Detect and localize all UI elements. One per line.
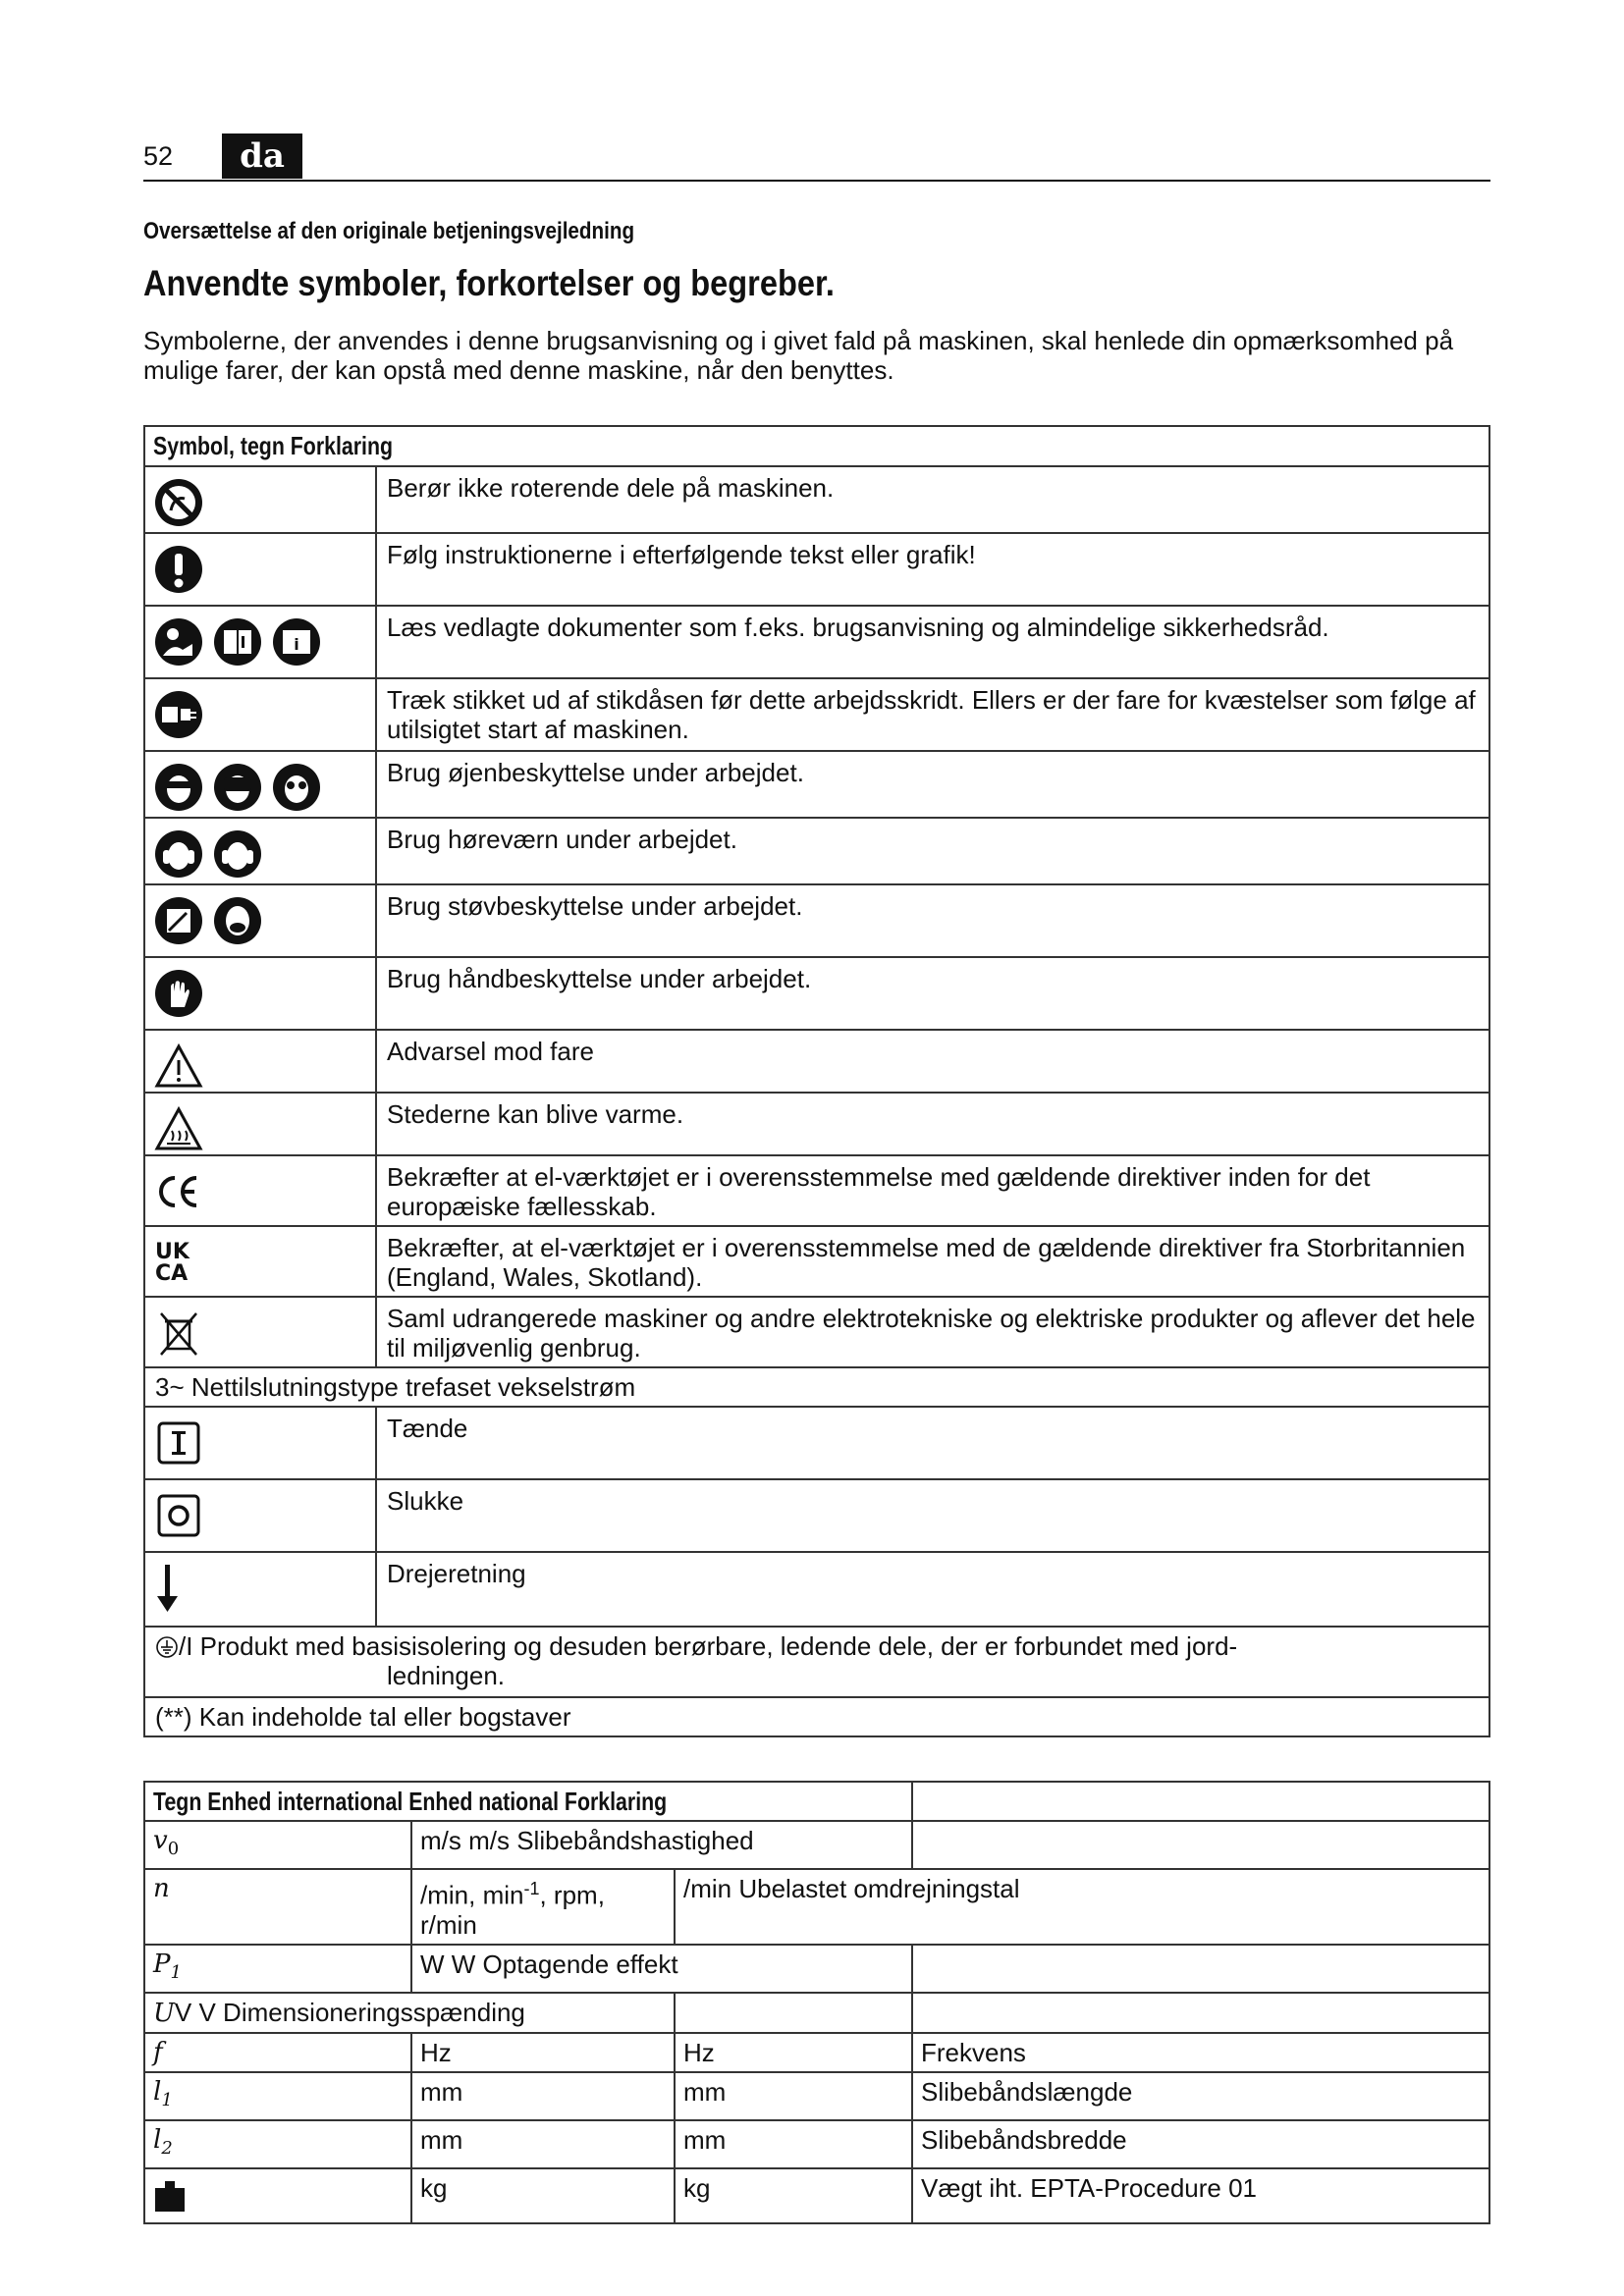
eye-protection-icon	[153, 762, 204, 813]
rotation-arrow-icon	[153, 1563, 204, 1614]
table-row	[144, 818, 1489, 884]
document-subtitle: Oversættelse af den originale betjeningsvejledning	[143, 218, 635, 244]
weight-icon	[153, 2179, 187, 2213]
symbol-explanation: Brug øjenbeskyttelse under arbejdet.	[376, 751, 1489, 818]
table-row	[144, 1030, 1489, 1093]
unit-national: mm	[675, 2120, 912, 2168]
unit-merged-cell: /min Ubelastet omdrejningstal	[675, 1869, 1489, 1945]
read-manual-icon	[153, 616, 204, 667]
unit-merged-cell: W W Optagende effekt	[411, 1945, 912, 1993]
unit-symbol	[144, 2168, 411, 2223]
symbol-explanation: Slukke	[376, 1479, 1489, 1552]
table-row	[144, 1869, 1489, 1945]
symbol-explanation: Brug høreværn under arbejdet.	[376, 818, 1489, 884]
exclamation-icon	[153, 544, 204, 595]
symbol-explanation: Berør ikke roterende dele på maskinen.	[376, 466, 1489, 533]
dust-protection-icon	[153, 895, 204, 946]
svg-text:CA: CA	[155, 1261, 189, 1286]
table-row	[144, 533, 1489, 606]
three-phase-row: 3~ Nettilslutningstype trefaset vekselstrøm	[144, 1367, 1489, 1407]
unit-national: kg	[675, 2168, 912, 2223]
symbol-explanation: Træk stikket ud af stikdåsen før dette arbejdsskridt. Ellers er der fare for kvæstelser som følge af utilsigtet start af maskinen.	[376, 678, 1489, 751]
unit-international: mm	[411, 2120, 675, 2168]
table-row	[144, 2120, 1489, 2168]
unit-explanation: Vægt iht. EPTA-Procedure 01	[912, 2168, 1489, 2223]
table-row	[144, 606, 1489, 678]
symbol-explanation: Følg instruktionerne i efterfølgende tekst eller grafik!	[376, 533, 1489, 606]
manual-book-icon	[212, 616, 263, 667]
unit-international: kg	[411, 2168, 675, 2223]
goggles-icon	[271, 762, 322, 813]
symbol-explanation: Stederne kan blive varme.	[376, 1093, 1489, 1155]
table-row	[144, 678, 1489, 751]
symbol-explanation: Bekræfter, at el-værktøjet er i overensstemmelse med de gældende direktiver fra Storbritannien (England, Wales, Skotland).	[376, 1226, 1489, 1297]
symbol-explanation: Advarsel mod fare	[376, 1030, 1489, 1093]
unit-international: /min, $\min^{-1}$, rpm, r/min	[411, 1869, 675, 1945]
table-row	[144, 1093, 1489, 1155]
table-row	[144, 957, 1489, 1030]
table-row	[144, 884, 1489, 957]
unit-explanation: Frekvens	[912, 2033, 1489, 2072]
unit-symbol: f	[144, 2033, 411, 2072]
symbol-explanation: Brug håndbeskyttelse under arbejdet.	[376, 957, 1489, 1030]
symbol-explanation: Bekræfter at el-værktøjet er i overensstemmelse med gældende direktiver inden for det europæiske fællesskab.	[376, 1155, 1489, 1226]
svg-text:i: i	[294, 635, 299, 654]
intro-paragraph: Symbolerne, der anvendes i denne brugsanvisning og i givet fald på maskinen, skal henlede din opmærksomhed på mulige farer, der kan opstå med denne maskine, når den benyttes.	[143, 326, 1454, 385]
units-table-header: Tegn Enhed international Enhed national Forklaring	[144, 1782, 912, 1821]
unit-symbol: $l_2$	[144, 2120, 411, 2168]
symbol-explanation: Brug støvbeskyttelse under arbejdet.	[376, 884, 1489, 957]
table-row	[144, 1226, 1489, 1297]
power-on-icon	[153, 1417, 204, 1468]
unit-symbol: $l_1$	[144, 2072, 411, 2120]
unit-international: mm	[411, 2072, 675, 2120]
table-row	[144, 1552, 1489, 1627]
face-shield-icon	[212, 762, 263, 813]
unit-symbol: n	[144, 1869, 411, 1945]
unit-international: Hz	[411, 2033, 675, 2072]
table-row	[144, 2033, 1489, 2072]
symbol-explanation: Tænde	[376, 1407, 1489, 1479]
table-row	[144, 1367, 1489, 1407]
unit-explanation: Slibebåndsbredde	[912, 2120, 1489, 2168]
table-row	[144, 1297, 1489, 1367]
table-row	[144, 1697, 1489, 1736]
ear-protection-icon	[153, 828, 204, 880]
unit-national: mm	[675, 2072, 912, 2120]
unit-national: Hz	[675, 2033, 912, 2072]
symbol-table-header: Symbol, tegn Forklaring	[144, 426, 1489, 466]
table-row	[144, 1993, 1489, 2033]
footnote-row: (**) Kan indeholde tal eller bogstaver	[144, 1697, 1489, 1736]
ce-mark-icon	[153, 1166, 204, 1217]
unit-symbol: $P_1$	[144, 1945, 411, 1993]
table-row	[144, 1821, 1489, 1869]
hot-surface-icon	[153, 1103, 204, 1154]
ear-muff-icon	[212, 828, 263, 880]
power-off-icon	[153, 1490, 204, 1541]
symbol-explanation: Drejeretning	[376, 1552, 1489, 1627]
language-badge: da	[222, 133, 302, 179]
table-row	[144, 2168, 1489, 2223]
symbol-table	[143, 425, 1490, 1737]
table-row	[144, 1627, 1489, 1697]
manual-info-icon	[271, 616, 322, 667]
symbol-explanation: Læs vedlagte dokumenter som f.eks. brugsanvisning og almindelige sikkerhedsråd.	[376, 606, 1489, 678]
unit-symbol: $v_0$	[144, 1821, 411, 1869]
no-touch-rotating-icon	[153, 477, 204, 528]
weee-bin-icon	[153, 1308, 204, 1359]
protection-class-row	[144, 1627, 1489, 1697]
glove-icon	[153, 968, 204, 1019]
protection-class-text: /I Produkt med basisisolering og desuden berørbare, ledende dele, der er forbundet med jord-	[179, 1631, 1238, 1661]
table-row	[144, 1945, 1489, 1993]
unit-merged-cell: m/s m/s Slibebåndshastighed	[411, 1821, 912, 1869]
table-row	[144, 1155, 1489, 1226]
table-row	[144, 1407, 1489, 1479]
table-row	[144, 751, 1489, 818]
unplug-icon	[153, 689, 204, 740]
warning-triangle-icon	[153, 1041, 204, 1092]
ground-symbol-icon	[155, 1635, 179, 1659]
svg-text:UK: UK	[155, 1240, 189, 1264]
table-row	[144, 1479, 1489, 1552]
page-number: 52	[143, 141, 174, 171]
unit-merged-cell: UV V Dimensioneringsspænding	[144, 1993, 675, 2033]
symbol-explanation: Saml udrangerede maskiner og andre elektrotekniske og elektriske produkter og aflever det hele til miljøvenlig genbrug.	[376, 1297, 1489, 1367]
section-title: Anvendte symboler, forkortelser og begreber.	[143, 263, 835, 303]
units-table	[143, 1781, 1490, 2224]
ukca-mark-icon	[153, 1237, 204, 1288]
table-row	[144, 466, 1489, 533]
table-row	[144, 2072, 1489, 2120]
header-rule	[143, 180, 1490, 182]
unit-explanation: Slibebåndslængde	[912, 2072, 1489, 2120]
protection-class-text-cont: ledningen.	[387, 1661, 505, 1690]
dust-mask-icon	[212, 895, 263, 946]
